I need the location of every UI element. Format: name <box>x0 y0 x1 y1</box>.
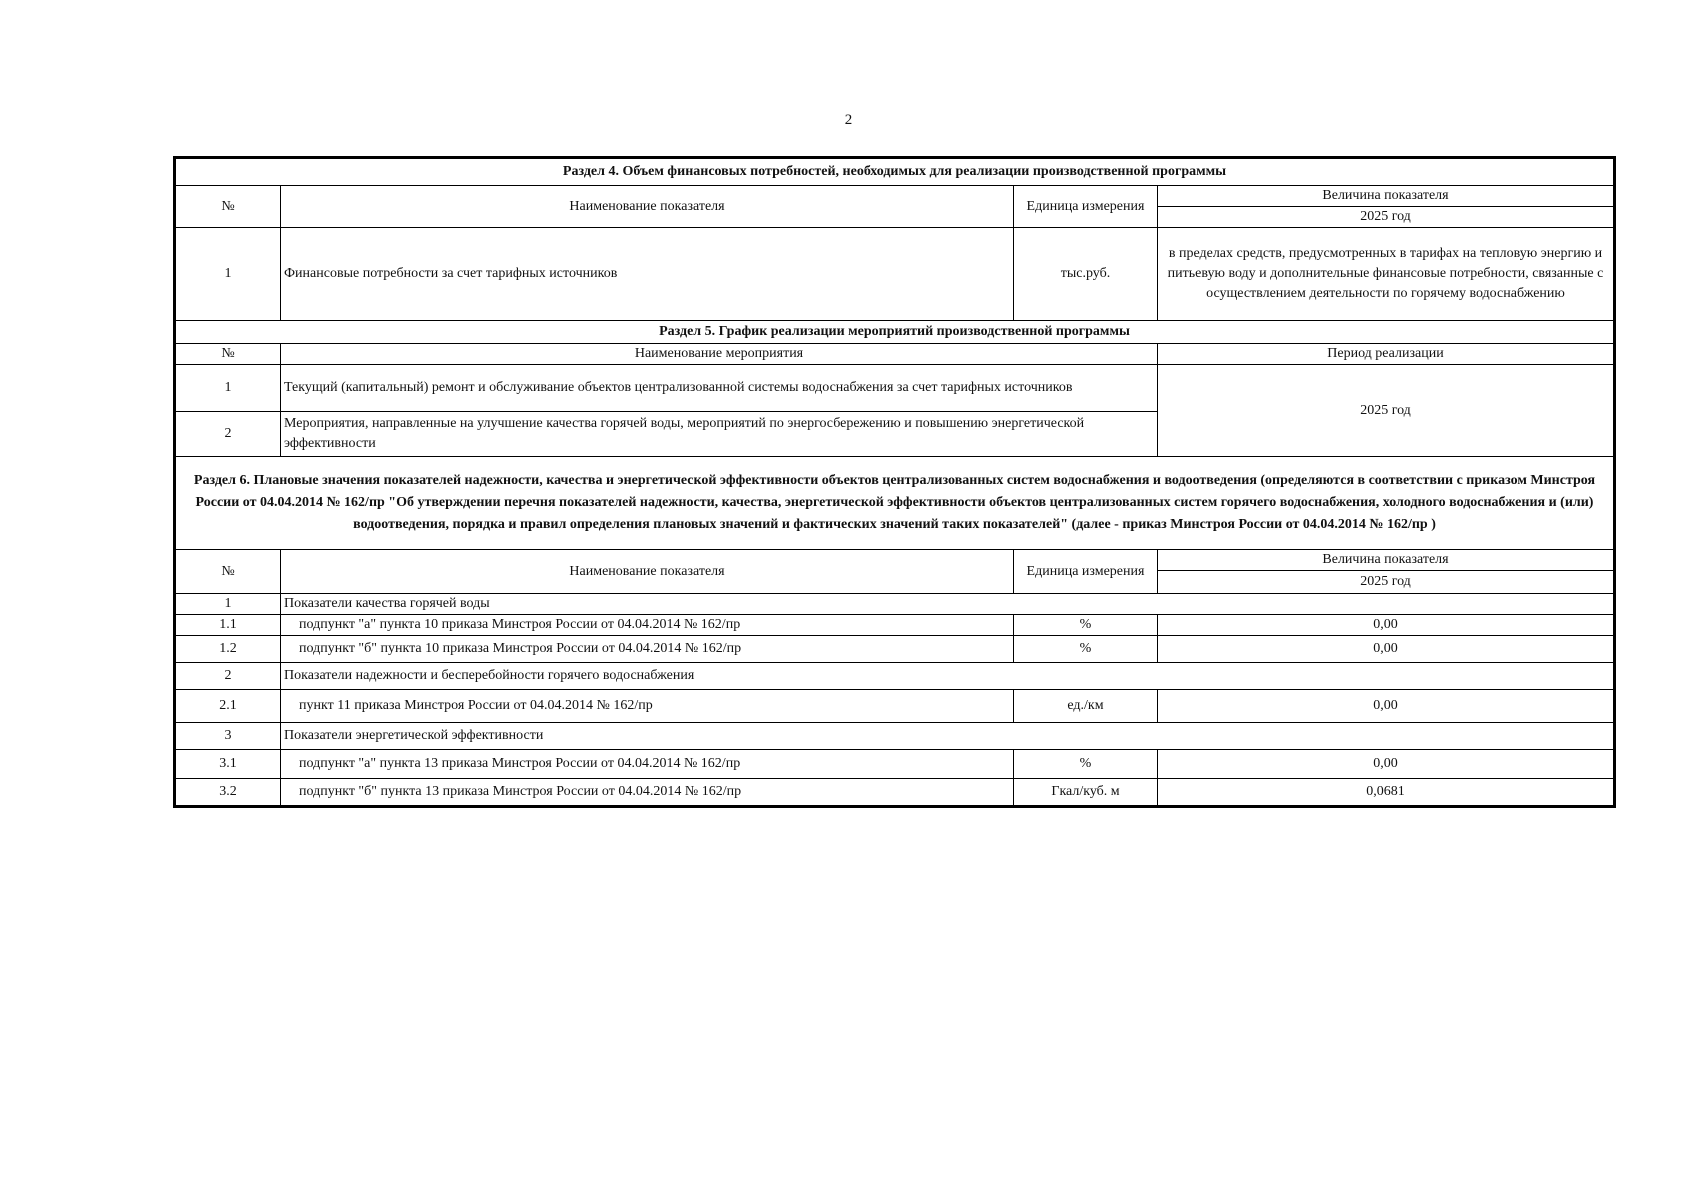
row-num: 2 <box>175 663 281 690</box>
row-num: 2.1 <box>175 690 281 723</box>
row-num: 3 <box>175 723 281 750</box>
table-row <box>175 365 1615 412</box>
row-value: в пределах средств, предусмотренных в тарифах на тепловую энергию и питьевую воду и дополнительные финансовые потребности, связанные с осуществлением деятельности по горячему водоснабжению <box>1158 228 1615 321</box>
section6-header-value: Величина показателя <box>1158 550 1615 571</box>
section6-header-row <box>175 550 1615 571</box>
row-unit: % <box>1014 750 1158 779</box>
row-num: 1.2 <box>175 636 281 663</box>
section4-header-value: Величина показателя <box>1158 186 1615 207</box>
row-value: 0,00 <box>1158 636 1615 663</box>
row-name: подпункт "б" пункта 10 приказа Минстроя России от 04.04.2014 № 162/пр <box>281 636 1014 663</box>
row-num: 1 <box>175 228 281 321</box>
section6-header-unit: Единица измерения <box>1014 550 1158 594</box>
section4-header-unit: Единица измерения <box>1014 186 1158 228</box>
row-value: 0,00 <box>1158 615 1615 636</box>
row-name: подпункт "а" пункта 10 приказа Минстроя России от 04.04.2014 № 162/пр <box>281 615 1014 636</box>
page-number: 2 <box>844 112 853 128</box>
section5-header-name: Наименование мероприятия <box>281 344 1158 365</box>
row-name: Показатели надежности и бесперебойности горячего водоснабжения <box>281 663 1615 690</box>
section5-period: 2025 год <box>1158 365 1615 457</box>
row-num: 3.1 <box>175 750 281 779</box>
table-row-group <box>175 594 1615 615</box>
row-name: пункт 11 приказа Минстроя России от 04.04.2014 № 162/пр <box>281 690 1014 723</box>
table-row <box>175 228 1615 321</box>
table-row-group <box>175 663 1615 690</box>
row-num: 2 <box>175 412 281 457</box>
table-row-group <box>175 723 1615 750</box>
section5-header-num: № <box>175 344 281 365</box>
row-name: подпункт "а" пункта 13 приказа Минстроя России от 04.04.2014 № 162/пр <box>281 750 1014 779</box>
section6-header-name: Наименование показателя <box>281 550 1014 594</box>
row-name: Мероприятия, направленные на улучшение качества горячей воды, мероприятий по энергосбережению и повышению энергетической эффективности <box>281 412 1158 457</box>
table-row <box>175 779 1615 807</box>
section4-header-name: Наименование показателя <box>281 186 1014 228</box>
row-num: 3.2 <box>175 779 281 807</box>
row-name: Текущий (капитальный) ремонт и обслуживание объектов централизованной системы водоснабжения за счет тарифных источников <box>281 365 1158 412</box>
row-value: 0,0681 <box>1158 779 1615 807</box>
row-value: 0,00 <box>1158 750 1615 779</box>
row-unit: % <box>1014 615 1158 636</box>
section4-header-year: 2025 год <box>1158 207 1615 228</box>
section4-title: Раздел 4. Объем финансовых потребностей, необходимых для реализации производственной программы <box>175 158 1615 186</box>
row-unit: тыс.руб. <box>1014 228 1158 321</box>
table-row <box>175 690 1615 723</box>
section5-title: Раздел 5. График реализации мероприятий производственной программы <box>175 321 1615 344</box>
table-row <box>175 750 1615 779</box>
row-value: 0,00 <box>1158 690 1615 723</box>
row-name: подпункт "б" пункта 13 приказа Минстроя России от 04.04.2014 № 162/пр <box>281 779 1014 807</box>
row-unit: Гкал/куб. м <box>1014 779 1158 807</box>
row-num: 1 <box>175 594 281 615</box>
section5-title-row <box>175 321 1615 344</box>
section5-header-period: Период реализации <box>1158 344 1615 365</box>
row-name: Показатели энергетической эффективности <box>281 723 1615 750</box>
row-num: 1 <box>175 365 281 412</box>
section6-header-year: 2025 год <box>1158 571 1615 594</box>
section5-header-row <box>175 344 1615 365</box>
row-name: Финансовые потребности за счет тарифных источников <box>281 228 1014 321</box>
row-name: Показатели качества горячей воды <box>281 594 1615 615</box>
table-row <box>175 615 1615 636</box>
section6-title: Раздел 6. Плановые значения показателей надежности, качества и энергетической эффективности объектов централизованных систем водоснабжения и водоотведения (определяются в соответствии с приказом Минстроя России от 04.04.2014 № 162/пр "Об утверждении перечня показателей надежности, качества, энергетической эффективности объектов централизованных систем горячего водоснабжения, холодного водоснабжения и (или) водоотведения, порядка и правил определения плановых значений и фактических значений таких показателей" (далее - приказ Минстроя России от 04.04.2014 № 162/пр ) <box>175 457 1615 550</box>
section4-title-row <box>175 158 1615 186</box>
row-unit: ед./км <box>1014 690 1158 723</box>
section4-header-row <box>175 186 1615 207</box>
section6-header-num: № <box>175 550 281 594</box>
section6-title-row <box>175 457 1615 550</box>
row-num: 1.1 <box>175 615 281 636</box>
production-program-table <box>173 156 1616 808</box>
row-unit: % <box>1014 636 1158 663</box>
section4-header-num: № <box>175 186 281 228</box>
table-row <box>175 636 1615 663</box>
